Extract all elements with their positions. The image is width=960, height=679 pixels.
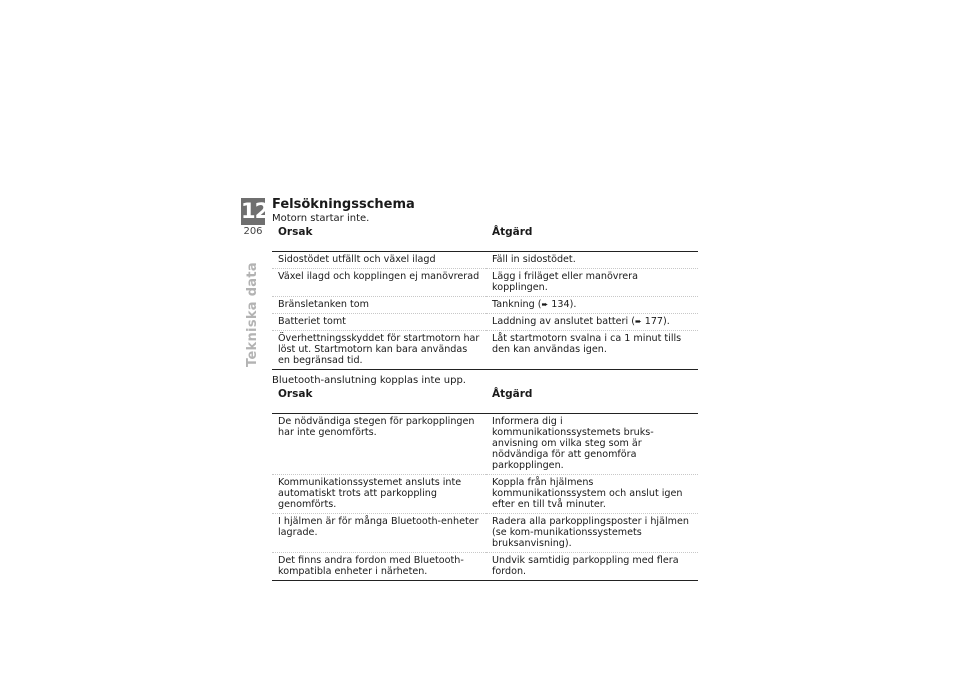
table-row (272, 414, 698, 475)
table-row (272, 252, 698, 269)
action-text: Laddning av anslutet batteri ( (492, 316, 635, 327)
action-cell (486, 314, 698, 331)
cause-cell: Bränsletanken tom (272, 297, 486, 314)
table-row (272, 475, 698, 514)
action-cell: Lägg i friläget eller manövrera kopplingen. (486, 269, 698, 297)
cause-cell: Överhettningsskyddet för startmotorn har löst ut. Startmotorn kan bara användas en begränsad tid. (272, 331, 486, 370)
table-header (272, 225, 698, 252)
header-action: Åtgärd (486, 387, 698, 414)
action-cell: Låt startmotorn svalna i ca 1 minut tills den kan användas igen. (486, 331, 698, 370)
troubleshooting-table-1 (272, 225, 698, 370)
action-cell: Radera alla parkopplingsposter i hjälmen (se kom-munikationssystemets bruksanvisning). (486, 514, 698, 553)
cause-cell: Kommunikationssystemet ansluts inte automatiskt trots att parkoppling genomförts. (272, 475, 486, 514)
table-row (272, 331, 698, 370)
page-number: 206 (243, 226, 263, 237)
table-row (272, 269, 698, 297)
table-row (272, 514, 698, 553)
header-cause: Orsak (272, 387, 486, 414)
action-cell: Koppla från hjälmens kommunikationssystem och anslut igen efter en till två minuter. (486, 475, 698, 514)
page-reference-link[interactable]: 177 (644, 316, 664, 327)
action-text-end: ). (569, 299, 577, 310)
cause-cell: I hjälmen är för många Bluetooth-enheter lagrade. (272, 514, 486, 553)
action-text-end: ). (663, 316, 670, 327)
action-text: Tankning ( (492, 299, 542, 310)
cause-cell: De nödvändiga stegen för parkopplingen har inte genomförts. (272, 414, 486, 475)
table-header (272, 387, 698, 414)
table-row (272, 297, 698, 314)
action-cell: Fäll in sidostödet. (486, 252, 698, 269)
section-title: Felsökningsschema (272, 197, 415, 212)
chapter-side-title: Tekniska data (245, 262, 260, 367)
action-cell: Informera dig i kommunikationssystemets bruks-anvisning om vilka steg som är nödvändiga för att genomföra parkopplingen. (486, 414, 698, 475)
arrow-right-icon: ➨ (541, 300, 549, 309)
header-cause: Orsak (272, 225, 486, 252)
table1-intro: Motorn startar inte. (272, 213, 370, 224)
table-row (272, 553, 698, 581)
action-cell (486, 297, 698, 314)
cause-cell: Sidostödet utfällt och växel ilagd (272, 252, 486, 269)
page-reference-link[interactable]: 134 (551, 299, 570, 310)
table2-intro: Bluetooth-anslutning kopplas inte upp. (272, 375, 466, 386)
cause-cell: Växel ilagd och kopplingen ej manövrerad (272, 269, 486, 297)
action-cell: Undvik samtidig parkoppling med flera fordon. (486, 553, 698, 581)
arrow-right-icon: ➨ (634, 317, 642, 326)
chapter-number: 12 (241, 199, 269, 223)
cause-cell: Det finns andra fordon med Bluetooth-kompatibla enheter i närheten. (272, 553, 486, 581)
page-content (272, 197, 698, 581)
header-action: Åtgärd (486, 225, 698, 252)
cause-cell: Batteriet tomt (272, 314, 486, 331)
table-row (272, 314, 698, 331)
troubleshooting-table-2 (272, 387, 698, 581)
